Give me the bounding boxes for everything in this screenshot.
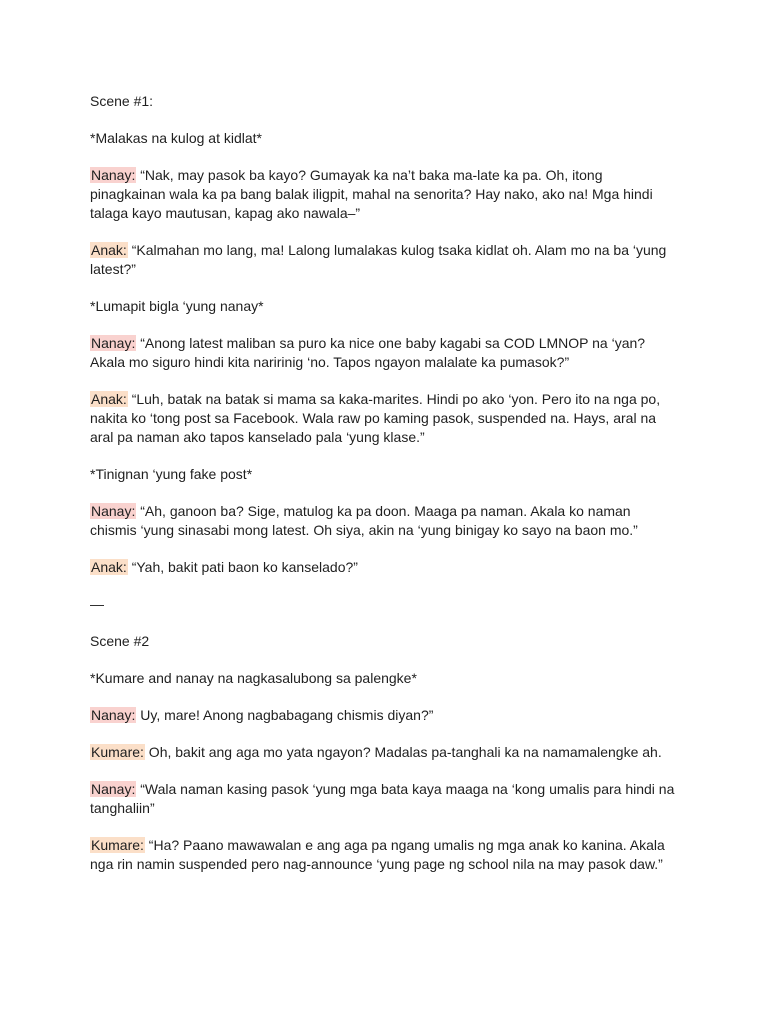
speaker-label-nanay: Nanay: — [91, 781, 136, 797]
document-body — [90, 92, 680, 892]
speaker-label-nanay: Nanay: — [91, 167, 136, 183]
stage-direction: *Kumare and nanay na nagkasalubong sa palengke* — [90, 670, 417, 686]
dialogue-text: “Kalmahan mo lang, ma! Lalong lumalakas kulog tsaka kidlat oh. Alam mo na ba ‘yung latest?” — [90, 242, 667, 277]
dialogue-text: “Ha? Paano mawawalan e ang aga pa ngang umalis ng mga anak ko kanina. Akala nga rin namin suspended pero nag-announce ‘yung page ng school nila na may pasok daw.” — [90, 837, 665, 872]
dialogue-text: “Luh, batak na batak si mama sa kaka-marites. Hindi po ako ‘yon. Pero ito na nga po, nakita ko ‘tong post sa Facebook. Wala raw po kaming pasok, suspended na. Hays, aral na aral pa naman ako tapos kanselado pala ‘yung klase.” — [90, 391, 661, 445]
dialogue-line — [90, 166, 680, 223]
dialogue-line — [90, 502, 680, 540]
dialogue-text: “Ah, ganoon ba? Sige, matulog ka pa doon. Maaga pa naman. Akala ko naman chismis ‘yung sinasabi mong latest. Oh siya, akin na ‘yung binigay ko sayo na baon mo.” — [90, 503, 638, 538]
speaker-label-anak: Anak: — [91, 559, 127, 575]
scene-separator: — — [90, 596, 104, 612]
dialogue-text: “Yah, bakit pati baon ko kanselado?” — [127, 559, 358, 575]
stage-direction: *Tinignan ‘yung fake post* — [90, 466, 253, 482]
dialogue-line — [90, 334, 680, 372]
dialogue-text: “Anong latest maliban sa puro ka nice one baby kagabi sa COD LMNOP na ‘yan? Akala mo siguro hindi kita naririnig ‘no. Tapos ngayon malalate ka pumasok?” — [90, 335, 646, 370]
dialogue-line — [90, 558, 680, 577]
dialogue-text: Uy, mare! Anong nagbabagang chismis diyan?” — [136, 707, 434, 723]
speaker-label-anak: Anak: — [91, 242, 127, 258]
dialogue-line — [90, 241, 680, 279]
speaker-label-kumare: Kumare: — [91, 837, 144, 853]
dialogue-text: Oh, bakit ang aga mo yata ngayon? Madalas pa-tanghali ka na namamalengke ah. — [144, 744, 662, 760]
dialogue-line — [90, 390, 680, 447]
speaker-label-anak: Anak: — [91, 391, 127, 407]
speaker-label-nanay: Nanay: — [91, 707, 136, 723]
scene-heading: Scene #2 — [90, 633, 150, 649]
dialogue-line — [90, 743, 680, 762]
stage-direction: *Malakas na kulog at kidlat* — [90, 130, 262, 146]
speaker-label-nanay: Nanay: — [91, 335, 136, 351]
stage-direction: *Lumapit bigla ‘yung nanay* — [90, 298, 264, 314]
dialogue-line — [90, 780, 680, 818]
dialogue-text: “Nak, may pasok ba kayo? Gumayak ka na’t baka ma-late ka pa. Oh, itong pinagkainan wala ka pa bang balak iligpit, mahal na senorita? Hay nako, ako na! Mga hindi talaga kayo mautusan, kapag ako nawala–” — [90, 167, 653, 221]
speaker-label-kumare: Kumare: — [91, 744, 144, 760]
scene-heading: Scene #1: — [90, 93, 154, 109]
dialogue-line — [90, 706, 680, 725]
dialogue-text: “Wala naman kasing pasok ‘yung mga bata kaya maaga na ‘kong umalis para hindi na tanghaliin” — [90, 781, 675, 816]
speaker-label-nanay: Nanay: — [91, 503, 136, 519]
dialogue-line — [90, 836, 680, 874]
